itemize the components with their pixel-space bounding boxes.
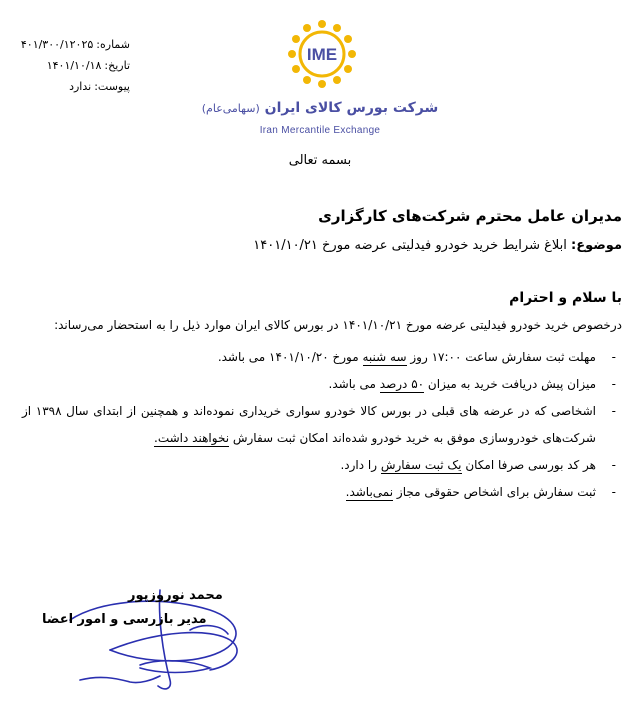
company-name-en: Iran Mercantile Exchange <box>259 125 381 136</box>
bullet: - <box>611 377 616 391</box>
recipient: مدیران عامل محترم شرکت‌های کارگزاری <box>318 207 622 225</box>
subject-line <box>253 238 622 253</box>
subject-text: ابلاغ شرایط خرید خودرو فیدلیتی عرضه مورخ ۱۴۰۱/۱۰/۲۱ <box>253 238 567 253</box>
bullet: - <box>611 485 616 499</box>
company-logo <box>286 18 358 90</box>
letter-meta <box>20 34 130 97</box>
company-name-fa: شرکت بورس کالای ایران (سهامی‌عام) <box>201 100 439 116</box>
bullet: - <box>611 404 616 418</box>
intro-paragraph: درخصوص خرید خودرو فیدلیتی عرضه مورخ ۱۴۰۱/۱۰/۲۱ در بورس کالای ایران موارد ذیل را به استحضار می‌رساند: <box>54 318 622 332</box>
conditions-list <box>22 344 622 506</box>
bullet: - <box>611 350 616 364</box>
letter-date: تاریخ:۱۴۰۱/۱۰/۱۸ <box>46 59 130 72</box>
list-item: - ثبت سفارش برای اشخاص حقوقی مجاز نمی‌باشد. <box>22 479 622 506</box>
logo-mark-text: IME <box>306 45 338 64</box>
signatory-title: مدیر بازرسی و امور اعضا <box>42 612 207 627</box>
subject-label: موضوع: <box>571 238 622 253</box>
list-item: - هر کد بورسی صرفا امکان یک ثبت سفارش را دارد. <box>22 452 622 479</box>
greeting: با سلام و احترام <box>509 290 622 306</box>
list-item: - میزان پیش دریافت خرید به میزان ۵۰ درصد می باشد. <box>22 371 622 398</box>
list-item: - مهلت ثبت سفارش ساعت ۱۷:۰۰ روز سه شنبه مورخ ۱۴۰۱/۱۰/۲۰ می باشد. <box>22 344 622 371</box>
basmala: بسمه تعالی <box>288 153 352 168</box>
signatory-name: محمد نوروزپور <box>128 588 223 603</box>
list-item: - اشخاصی که در عرضه های قبلی در بورس کالا خودرو سواری خریداری نموده‌اند و همچنین از ابتدای سال ۱۳۹۸ از شرکت‌های خودروسازی موفق به خرید خودرو شده‌اند امکان ثبت سفارش نخواهند داشت. <box>22 398 622 452</box>
letter-number: شماره:۴۰۱/۳۰۰/۱۲۰۲۵ <box>20 38 130 51</box>
letter-attachment: پیوست:ندارد <box>69 80 130 93</box>
bullet: - <box>611 458 616 472</box>
